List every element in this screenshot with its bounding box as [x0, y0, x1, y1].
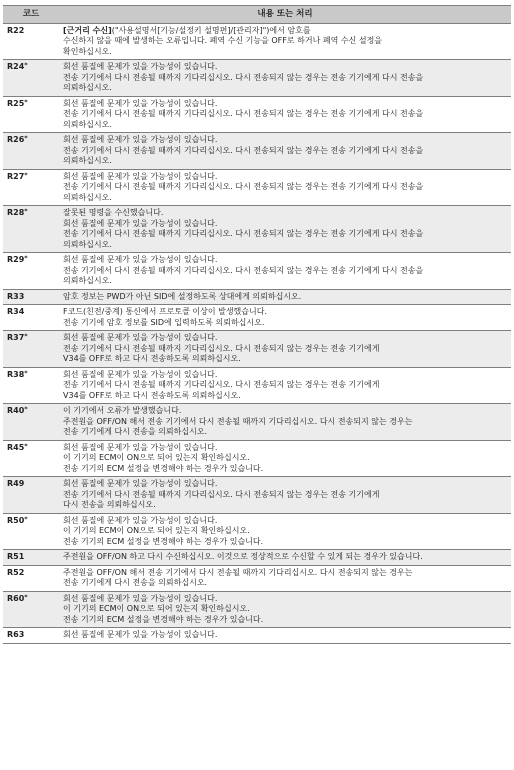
description-line	[63, 490, 507, 501]
description-line	[63, 62, 507, 73]
description-text: 전송 기기에서 다시 전송될 때까지 기다리십시오. 다시 전송되지 않는 경우는 전송 기기에게 다시 전송을	[63, 265, 424, 275]
description-text: 의뢰하십시오.	[63, 239, 112, 249]
description-cell	[59, 96, 511, 133]
description-line	[63, 99, 507, 110]
description-line	[63, 156, 507, 167]
table-row	[3, 289, 511, 305]
description-text: 전송 기기에게 다시 전송을 의뢰하십시오.	[63, 427, 208, 436]
description-cell	[59, 367, 511, 404]
description-line	[63, 552, 507, 563]
description-text: 수신하지 않을 때에 발생하는 오류입니다. 폐역 수신 기능을 OFF로 하거나 폐역 수신 설정을	[63, 36, 383, 45]
error-code-cell	[3, 206, 59, 253]
description-line	[63, 537, 507, 548]
description-cell	[59, 628, 511, 644]
description-text: 이 기기의 ECM이 ON으로 되어 있는지 확인하십시오.	[63, 453, 250, 462]
description-text: 전송 기기에서 다시 전송될 때까지 기다리십시오. 다시 전송되지 않는 경우는 전송 기기에게	[63, 489, 380, 499]
error-code-cell	[3, 367, 59, 404]
error-code: R24	[7, 62, 25, 71]
description-text: 회선 품질에 문제가 있을 가능성이 있습니다.	[63, 135, 218, 144]
description-line	[63, 36, 507, 47]
description-cell	[59, 60, 511, 97]
error-code: R29	[7, 255, 25, 264]
description-line	[63, 370, 507, 381]
description-cell	[59, 206, 511, 253]
description-text: 이 기기에서 오류가 발생했습니다.	[63, 406, 182, 415]
description-line	[63, 516, 507, 527]
error-code: R63	[7, 630, 25, 639]
description-text: 회선 품질에 문제가 있을 가능성이 있습니다.	[63, 98, 218, 108]
error-code-cell	[3, 628, 59, 644]
description-text: 회선 품질에 문제가 있을 가능성이 있습니다.	[63, 171, 218, 181]
error-code: R38	[7, 369, 25, 379]
description-text: 전송 기기에서 다시 전송될 때까지 기다리십시오. 다시 전송되지 않는 경우는 전송 기기에게 다시 전송을	[63, 229, 424, 238]
description-text: 회선 품질에 문제가 있을 가능성이 있습니다.	[63, 479, 218, 488]
table-row	[3, 440, 511, 477]
description-line	[63, 73, 507, 84]
error-code-cell	[3, 565, 59, 591]
description-line	[63, 464, 507, 475]
error-code-cell	[3, 591, 59, 628]
asterisk-mark: *	[24, 134, 28, 142]
table-row	[3, 628, 511, 644]
error-code-cell	[3, 477, 59, 514]
table-row	[3, 513, 511, 550]
error-code: R37	[7, 333, 25, 342]
description-line	[63, 453, 507, 464]
description-line	[63, 500, 507, 511]
error-code: R33	[7, 291, 25, 301]
description-cell	[59, 440, 511, 477]
description-line	[63, 120, 507, 131]
description-text: V34를 OFF로 하고 다시 전송하도록 의뢰하십시오.	[63, 354, 241, 363]
description-line	[63, 568, 507, 579]
error-code-cell	[3, 404, 59, 441]
table-header	[3, 6, 511, 24]
description-line	[63, 240, 507, 251]
header-row	[3, 6, 511, 24]
description-line	[63, 417, 507, 428]
description-line	[63, 219, 507, 230]
error-code-cell	[3, 96, 59, 133]
description-line	[63, 182, 507, 193]
description-line	[63, 26, 507, 37]
description-line	[63, 83, 507, 94]
error-code-cell	[3, 513, 59, 550]
description-text: 회선 품질에 문제가 있을 가능성이 있습니다.	[63, 333, 218, 342]
description-line	[63, 615, 507, 626]
asterisk-mark: *	[24, 254, 28, 262]
description-text: 의뢰하십시오.	[63, 119, 112, 129]
error-code: R28	[7, 208, 25, 217]
description-cell	[59, 253, 511, 290]
description-cell	[59, 565, 511, 591]
description-text: 회선 품질에 문제가 있을 가능성이 있습니다.	[63, 369, 218, 379]
description-line	[63, 427, 507, 438]
asterisk-mark: *	[24, 332, 28, 340]
description-line	[63, 146, 507, 157]
description-line	[63, 344, 507, 355]
description-text: 전송 기기에서 다시 전송될 때까지 기다리십시오. 다시 전송되지 않는 경우는 전송 기기에게 다시 전송을	[63, 182, 424, 191]
error-code-cell	[3, 289, 59, 305]
table-row	[3, 96, 511, 133]
description-text: 전송 기기에서 다시 전송될 때까지 기다리십시오. 다시 전송되지 않는 경우는 전송 기기에게 다시 전송을	[63, 72, 424, 82]
description-text: F코드(친전/중계) 통신에서 프로토콜 이상이 발생했습니다.	[63, 307, 267, 316]
asterisk-mark: *	[24, 405, 28, 413]
asterisk-mark: *	[24, 97, 28, 106]
description-text: ("사용설명서[기능/설정키 설명편]/[관리자]")에서 암호를	[111, 25, 311, 35]
description-text: 회선 품질에 문제가 있을 가능성이 있습니다.	[63, 442, 218, 452]
description-line	[63, 630, 507, 641]
description-line	[63, 443, 507, 454]
error-code-cell	[3, 253, 59, 290]
description-text: 전송 기기에게 다시 전송을 의뢰하십시오.	[63, 578, 208, 587]
description-text: 이 기기의 ECM이 ON으로 되어 있는지 확인하십시오.	[63, 604, 250, 613]
description-text: 다시 전송을 의뢰하십시오.	[63, 500, 156, 509]
description-text: 회선 품질에 문제가 있을 가능성이 있습니다.	[63, 630, 218, 639]
description-text: 전송 기기에서 다시 전송될 때까지 기다리십시오. 다시 전송되지 않는 경우는 전송 기기에게 다시 전송을	[63, 109, 424, 118]
description-cell	[59, 305, 511, 331]
description-line	[63, 172, 507, 183]
table-row	[3, 169, 511, 206]
error-code-cell	[3, 133, 59, 170]
description-line	[63, 406, 507, 417]
description-cell	[59, 550, 511, 566]
description-text: 주전원을 OFF/ON 하고 다시 수신하십시오. 이것으로 정상적으로 수신할 수 있게 되는 경우가 있습니다.	[63, 552, 423, 561]
description-line	[63, 380, 507, 391]
error-code: R34	[7, 307, 25, 316]
description-text: 회선 품질에 문제가 있을 가능성이 있습니다.	[63, 515, 218, 525]
table-row	[3, 23, 511, 60]
table-row	[3, 253, 511, 290]
asterisk-mark: *	[24, 207, 28, 215]
asterisk-mark: *	[24, 441, 28, 450]
description-text: 암호 정보는 PWD가 아닌 SID에 설정하도록 상대에게 의뢰하십시오.	[63, 291, 302, 301]
header-code: 코드	[3, 6, 59, 24]
description-cell	[59, 591, 511, 628]
description-text: 전송 기기에 암호 정보를 SID에 입력하도록 의뢰하십시오.	[63, 317, 265, 327]
asterisk-mark: *	[24, 170, 28, 179]
description-line	[63, 526, 507, 537]
table-row	[3, 367, 511, 404]
description-cell	[59, 513, 511, 550]
description-cell	[59, 289, 511, 305]
asterisk-mark: *	[24, 368, 28, 377]
table-row	[3, 404, 511, 441]
description-text: 회선 품질에 문제가 있을 가능성이 있습니다.	[63, 62, 218, 71]
description-cell	[59, 404, 511, 441]
description-cell	[59, 477, 511, 514]
error-code-cell	[3, 550, 59, 566]
error-code: R52	[7, 567, 25, 577]
table-body	[3, 23, 511, 643]
description-text: 확인하십시오.	[63, 46, 112, 56]
error-code: R27	[7, 171, 25, 181]
description-text: 주전원을 OFF/ON 해서 전송 기기에서 다시 전송될 때까지 기다리십시오. 다시 전송되지 않는 경우는	[63, 416, 413, 426]
description-line	[63, 318, 507, 329]
description-cell	[59, 23, 511, 60]
description-line	[63, 47, 507, 58]
description-line	[63, 255, 507, 266]
error-code-cell	[3, 169, 59, 206]
description-text: 전송 기기에서 다시 전송될 때까지 기다리십시오. 다시 전송되지 않는 경우는 전송 기기에게	[63, 343, 380, 353]
description-text: 주전원을 OFF/ON 해서 전송 기기에서 다시 전송될 때까지 기다리십시오. 다시 전송되지 않는 경우는	[63, 567, 413, 577]
error-code-cell	[3, 440, 59, 477]
description-line	[63, 479, 507, 490]
asterisk-mark: *	[24, 592, 28, 601]
description-text: 회선 품질에 문제가 있을 가능성이 있습니다.	[63, 593, 218, 603]
description-text: 회선 품질에 문제가 있을 가능성이 있습니다.	[63, 218, 218, 228]
description-line	[63, 354, 507, 365]
table-row	[3, 565, 511, 591]
error-code: R26	[7, 135, 25, 144]
error-code-cell	[3, 305, 59, 331]
error-code: R45	[7, 442, 25, 452]
description-line	[63, 391, 507, 402]
description-cell	[59, 331, 511, 368]
description-cell	[59, 169, 511, 206]
description-line	[63, 193, 507, 204]
table-row	[3, 591, 511, 628]
asterisk-mark: *	[24, 61, 28, 69]
description-line	[63, 292, 507, 303]
description-text: V34를 OFF로 하고 다시 전송하도록 의뢰하십시오.	[63, 390, 241, 400]
description-line	[63, 208, 507, 219]
table-row	[3, 206, 511, 253]
description-text: 전송 기기의 ECM 설정을 변경해야 하는 경우가 있습니다.	[63, 463, 264, 473]
description-line	[63, 135, 507, 146]
asterisk-mark: *	[24, 514, 28, 523]
description-line	[63, 594, 507, 605]
description-text: 전송 기기에서 다시 전송될 때까지 기다리십시오. 다시 전송되지 않는 경우는 전송 기기에게	[63, 380, 380, 389]
description-line	[63, 333, 507, 344]
table-row	[3, 331, 511, 368]
table-row	[3, 60, 511, 97]
description-text: 전송 기기의 ECM 설정을 변경해야 하는 경우가 있습니다.	[63, 536, 264, 546]
error-code: R40	[7, 406, 25, 415]
menu-reference: [근거리 수신]	[63, 25, 112, 35]
description-text: 전송 기기의 ECM 설정을 변경해야 하는 경우가 있습니다.	[63, 614, 264, 624]
table-row	[3, 550, 511, 566]
description-line	[63, 276, 507, 287]
error-code: R22	[7, 25, 25, 35]
table-row	[3, 477, 511, 514]
description-text: 전송 기기에서 다시 전송될 때까지 기다리십시오. 다시 전송되지 않는 경우는 전송 기기에게 다시 전송을	[63, 145, 424, 155]
description-text: 회선 품질에 문제가 있을 가능성이 있습니다.	[63, 255, 218, 264]
description-line	[63, 266, 507, 277]
description-text: 의뢰하십시오.	[63, 276, 112, 285]
error-code-cell	[3, 23, 59, 60]
error-code-table	[3, 5, 511, 644]
description-line	[63, 307, 507, 318]
error-code: R60	[7, 593, 25, 603]
error-code-cell	[3, 60, 59, 97]
description-line	[63, 229, 507, 240]
description-text: 의뢰하십시오.	[63, 156, 112, 165]
table-row	[3, 305, 511, 331]
description-line	[63, 578, 507, 589]
description-line	[63, 604, 507, 615]
error-code-cell	[3, 331, 59, 368]
header-description: 내용 또는 처리	[59, 6, 511, 24]
error-code: R25	[7, 98, 25, 108]
description-text: 잘못된 명령을 수신했습니다.	[63, 208, 164, 217]
table-row	[3, 133, 511, 170]
error-code: R49	[7, 479, 25, 488]
description-text: 이 기기의 ECM이 ON으로 되어 있는지 확인하십시오.	[63, 526, 250, 535]
description-cell	[59, 133, 511, 170]
error-code: R51	[7, 552, 25, 561]
description-text: 의뢰하십시오.	[63, 83, 112, 92]
description-text: 의뢰하십시오.	[63, 192, 112, 202]
error-code: R50	[7, 515, 25, 525]
description-line	[63, 109, 507, 120]
